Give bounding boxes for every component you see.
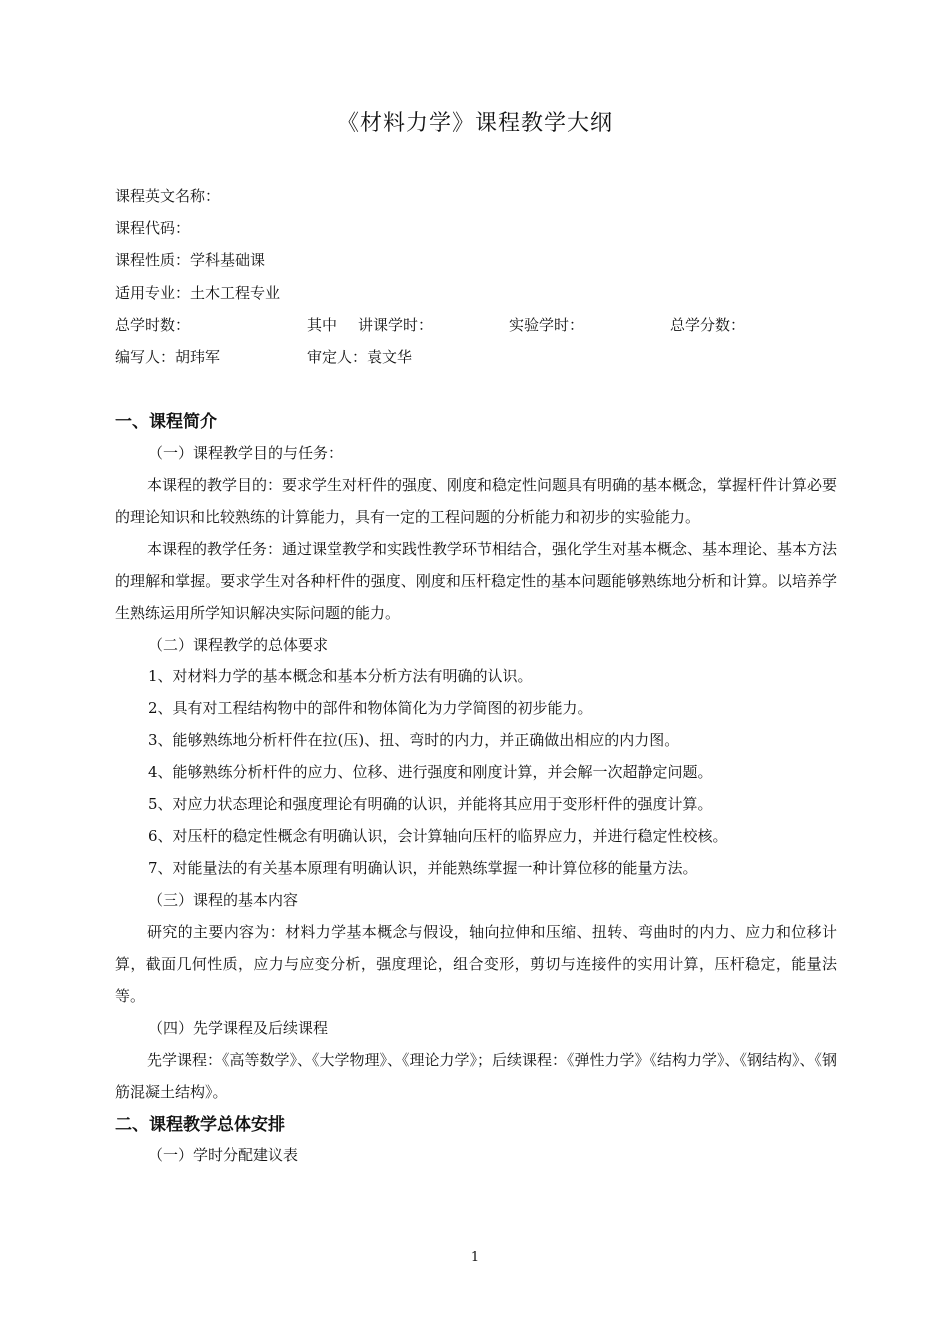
section1-sub1: （一）课程教学目的与任务： [148,444,344,462]
meta-english-name: 课程英文名称： [115,187,221,205]
section1-sub2: （二）课程教学的总体要求 [148,636,329,654]
meta-lab-hours: 实验学时： [509,316,585,334]
section2-sub1: （一）学时分配建议表 [148,1146,299,1164]
meta-reviewer: 审定人：袁文华 [307,348,413,366]
meta-major: 适用专业：土木工程专业 [115,284,281,302]
para-courses: 先学课程：《高等数学》、《大学物理》、《理论力学》；后续课程：《弹性力学》《结构力学》、《钢结构》、《钢筋混凝土结构》。 [115,1051,838,1101]
requirement-item: 5、对应力状态理论和强度理论有明确的认识，并能将其应用于变形杆件的强度计算。 [148,795,713,813]
section1-heading: 一、课程简介 [115,412,217,432]
requirement-item: 7、对能量法的有关基本原理有明确认识，并能熟练掌握一种计算位移的能量方法。 [148,859,698,877]
meta-authors-row [115,347,835,367]
meta-among: 其中 [307,316,338,334]
document-title: 《材料力学》课程教学大纲 [336,111,613,136]
meta-author: 编写人：胡玮军 [115,348,221,366]
requirement-item: 3、能够熟练地分析杆件在拉(压)、扭、弯时的内力，并正确做出相应的内力图。 [148,731,680,749]
para-content: 研究的主要内容为：材料力学基本概念与假设，轴向拉伸和压缩、扭转、弯曲时的内力、应力和位移计算，截面几何性质，应力与应变分析，强度理论，组合变形，剪切与连接件的实用计算，压杆稳定，能量法等。 [115,923,837,1005]
meta-hours-row [115,315,835,335]
meta-credits: 总学分数： [670,316,746,334]
meta-course-nature: 课程性质：学科基础课 [115,251,266,269]
meta-lecture-hours: 讲课学时： [358,316,434,334]
requirement-item: 2、具有对工程结构物中的部件和物体简化为力学简图的初步能力。 [148,699,593,717]
section2-heading: 二、课程教学总体安排 [115,1115,285,1135]
para-purpose: 本课程的教学目的：要求学生对杆件的强度、刚度和稳定性问题具有明确的基本概念，掌握杆件计算必要的理论知识和比较熟练的计算能力，具有一定的工程问题的分析能力和初步的实验能力。 [115,476,838,526]
section1-sub3: （三）课程的基本内容 [148,891,299,909]
requirement-item: 6、对压杆的稳定性概念有明确认识，会计算轴向压杆的临界应力，并进行稳定性校核。 [148,827,728,845]
meta-total-hours: 总学时数： [115,316,191,334]
section1-sub4: （四）先学课程及后续课程 [148,1019,329,1037]
requirement-item: 1、对材料力学的基本概念和基本分析方法有明确的认识。 [148,667,533,685]
meta-course-code: 课程代码： [115,219,191,237]
requirement-item: 4、能够熟练分析杆件的应力、位移、进行强度和刚度计算，并会解一次超静定问题。 [148,763,713,781]
para-task: 本课程的教学任务：通过课堂教学和实践性教学环节相结合，强化学生对基本概念、基本理论、基本方法的理解和掌握。要求学生对各种杆件的强度、刚度和压杆稳定性的基本问题能够熟练地分析和计算。以培养学生熟练运用所学知识解决实际问题的能力。 [115,540,838,622]
page-number: 1 [470,1250,480,1265]
